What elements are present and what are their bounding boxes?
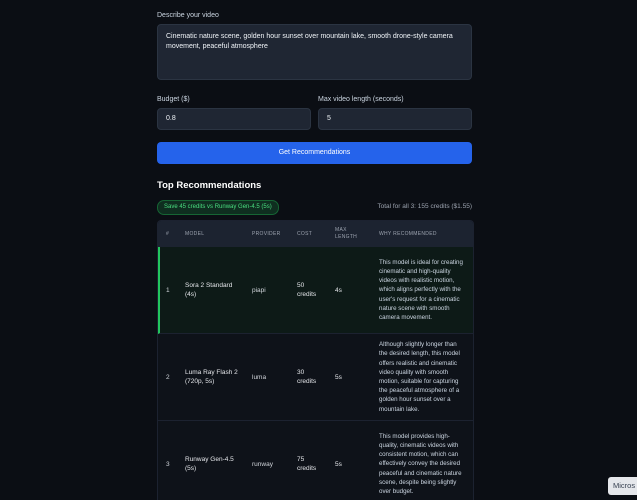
description-textarea[interactable]: Cinematic nature scene, golden hour sunset over mountain lake, smooth drone-style camera movement, peaceful atmosphere (157, 24, 472, 80)
total-summary: Total for all 3: 155 credits ($1.55) (377, 203, 472, 210)
row-provider: luma (252, 373, 267, 381)
recommendations-table (157, 220, 474, 500)
row-max-length: 4s (335, 286, 342, 294)
recommendations-title: Top Recommendations (157, 180, 262, 191)
row-cost: 75 credits (297, 456, 317, 472)
row-provider: runway (252, 460, 273, 468)
microsoft-overlay-badge[interactable]: Micros (608, 477, 637, 495)
savings-badge: Save 45 credits vs Runway Gen-4.5 (5s) (157, 200, 279, 215)
row-cost: 50 credits (297, 282, 317, 298)
column-header-why: WHY RECOMMENDED (379, 230, 437, 237)
row-num: 2 (166, 373, 170, 381)
column-header-cost: COST (297, 230, 313, 237)
max-length-label: Max video length (seconds) (318, 96, 404, 103)
column-header-num: # (166, 230, 170, 237)
row-provider: piapi (252, 286, 266, 294)
table-row[interactable] (158, 421, 473, 500)
budget-input[interactable]: 0.8 (157, 108, 311, 130)
row-why: Although slightly longer than the desired length, this model offers realistic and cinematic video quality with smooth motion, suitable for capturing the peaceful atmosphere of a golden hour sunset over a mountain lake. (379, 341, 460, 413)
row-num: 1 (166, 286, 170, 294)
description-label: Describe your video (157, 12, 219, 19)
row-max-length: 5s (335, 373, 342, 381)
row-model: Runway Gen-4.5 (5s) (185, 456, 234, 472)
table-row[interactable] (158, 247, 473, 334)
row-max-length: 5s (335, 460, 342, 468)
row-cost: 30 credits (297, 369, 317, 385)
table-row[interactable] (158, 334, 473, 421)
budget-label: Budget ($) (157, 96, 190, 103)
row-num: 3 (166, 460, 170, 468)
row-model: Sora 2 Standard (4s) (185, 282, 233, 298)
column-header-provider: PROVIDER (252, 230, 281, 237)
row-why: This model provides high-quality, cinematic videos with consistent motion, which can effectively convey the desired peaceful and cinematic nature scene, despite being slightly over budget. (379, 432, 462, 495)
column-header-max-length: MAX LENGTH (335, 227, 358, 240)
row-model: Luma Ray Flash 2 (720p, 5s) (185, 369, 238, 385)
get-recommendations-button[interactable]: Get Recommendations (157, 142, 472, 164)
column-header-model: MODEL (185, 230, 205, 237)
row-why: This model is ideal for creating cinematic and high-quality videos with realistic motion, which aligns perfectly with the user's request for a cinematic nature scene with smooth camera movement. (379, 258, 463, 321)
max-length-input[interactable]: 5 (318, 108, 472, 130)
table-header (158, 221, 473, 247)
